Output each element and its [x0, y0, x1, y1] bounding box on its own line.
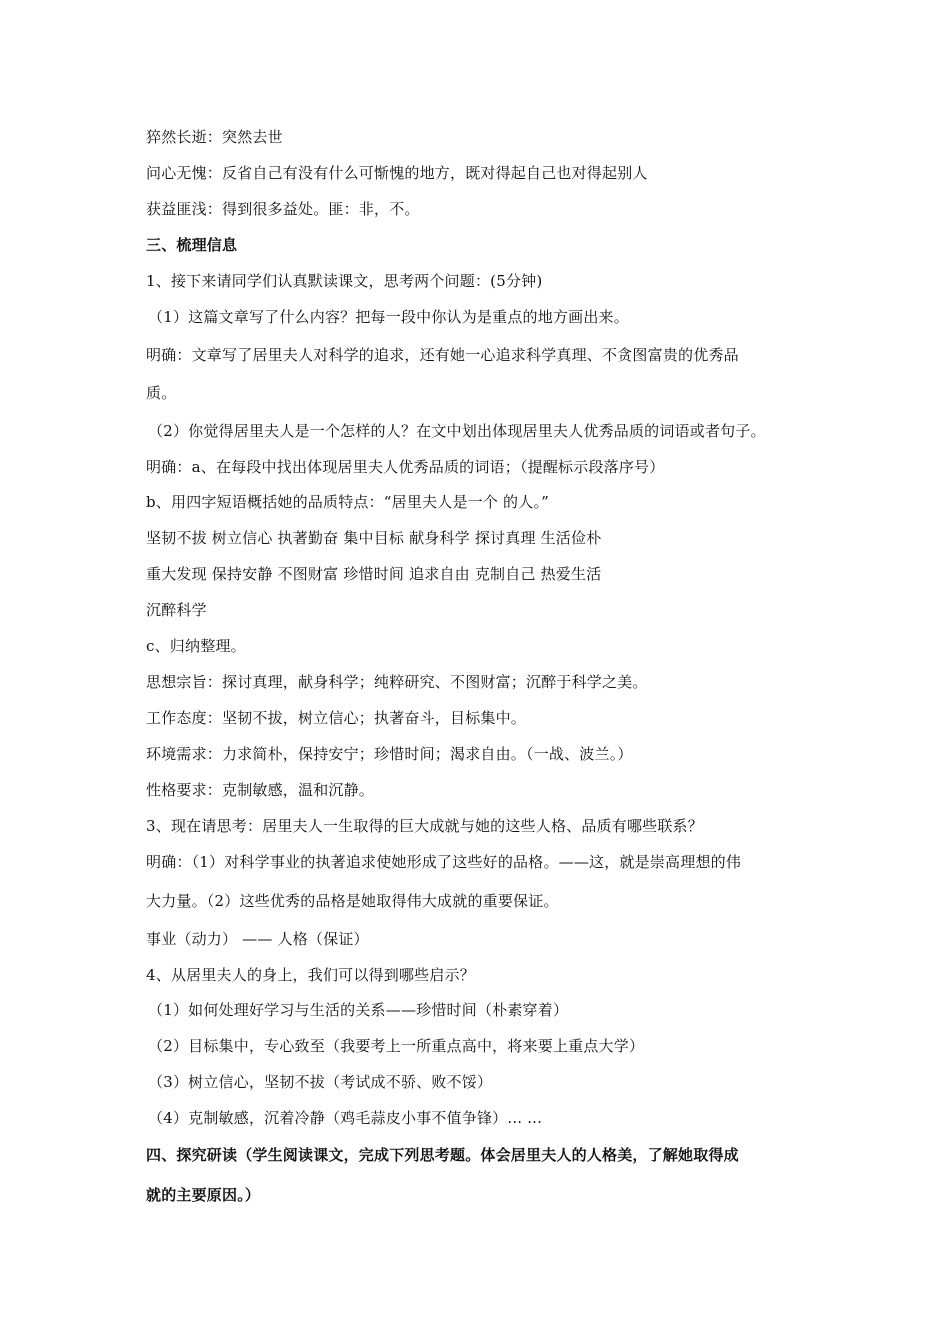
insight-2: （2）目标集中，专心致至（我要考上一所重点高中，将来要上重点大学） — [148, 1037, 645, 1055]
section-heading-4a: 四、探究研读（学生阅读课文，完成下列思考题。体会居里夫人的人格美，了解她取得成 — [146, 1146, 739, 1164]
answer-1b: 质。 — [146, 384, 177, 402]
insight-1: （1）如何处理好学习与生活的关系——珍惜时间（朴素穿着） — [148, 1001, 569, 1019]
phrase-row-1: 坚韧不拔 树立信心 执著勤奋 集中目标 献身科学 探讨真理 生活俭朴 — [146, 529, 602, 547]
answer-2a: 明确：a、在每段中找出体现居里夫人优秀品质的词语；（提醒标示段落序号） — [146, 458, 665, 476]
summary-character: 性格要求：克制敏感，温和沉静。 — [146, 781, 375, 799]
insight-4: （4）克制敏感，沉着冷静（鸡毛蒜皮小事不值争锋）... ... — [148, 1109, 543, 1127]
answer-2b: b、用四字短语概括她的品质特点：“居里夫人是一个 的人。” — [146, 493, 550, 511]
sub-question-1: （1）这篇文章写了什么内容？把每一段中你认为是重点的地方画出来。 — [148, 308, 629, 326]
summary-environment: 环境需求：力求简朴，保持安宁；珍惜时间；渴求自由。（一战、波兰。） — [146, 745, 633, 763]
question-4: 4、从居里夫人的身上，我们可以得到哪些启示？ — [146, 966, 475, 984]
summary-work: 工作态度：坚韧不拔，树立信心；执著奋斗，目标集中。 — [146, 709, 527, 727]
phrase-row-3: 沉醉科学 — [146, 601, 207, 619]
sub-question-2: （2）你觉得居里夫人是一个怎样的人？在文中划出体现居里夫人优秀品质的词语或者句子。 — [148, 422, 766, 440]
question-1: 1、接下来请同学们认真默读课文，思考两个问题：(5分钟) — [146, 272, 543, 290]
section-heading-4b: 就的主要原因。） — [146, 1186, 261, 1204]
answer-3a: 明确：（1）对科学事业的执著追求使她形成了这些好的品格。——这，就是崇高理想的伟 — [146, 853, 742, 871]
insight-3: （3）树立信心，坚韧不拔（考试成不骄、败不馁） — [148, 1073, 493, 1091]
vocab-line-2: 问心无愧：反省自己有没有什么可惭愧的地方，既对得起自己也对得起别人 — [146, 164, 648, 182]
summary-thought: 思想宗旨：探讨真理，献身科学；纯粹研究、不图财富；沉醉于科学之美。 — [146, 673, 648, 691]
question-3: 3、现在请思考：居里夫人一生取得的巨大成就与她的这些人格、品质有哪些联系？ — [146, 817, 703, 835]
section-heading-3: 三、梳理信息 — [146, 236, 238, 254]
relation-line: 事业（动力） —— 人格（保证） — [146, 930, 369, 948]
answer-2c: c、归纳整理。 — [146, 637, 246, 655]
phrase-row-2: 重大发现 保持安静 不图财富 珍惜时间 追求自由 克制自己 热爱生活 — [146, 565, 602, 583]
answer-3b: 大力量。（2）这些优秀的品格是她取得伟大成就的重要保证。 — [146, 892, 559, 910]
vocab-line-3: 获益匪浅：得到很多益处。匪：非，不。 — [146, 200, 420, 218]
vocab-line-1: 猝然长逝：突然去世 — [146, 128, 283, 146]
answer-1a: 明确：文章写了居里夫人对科学的追求，还有她一心追求科学真理、不贪图富贵的优秀品 — [146, 346, 739, 364]
